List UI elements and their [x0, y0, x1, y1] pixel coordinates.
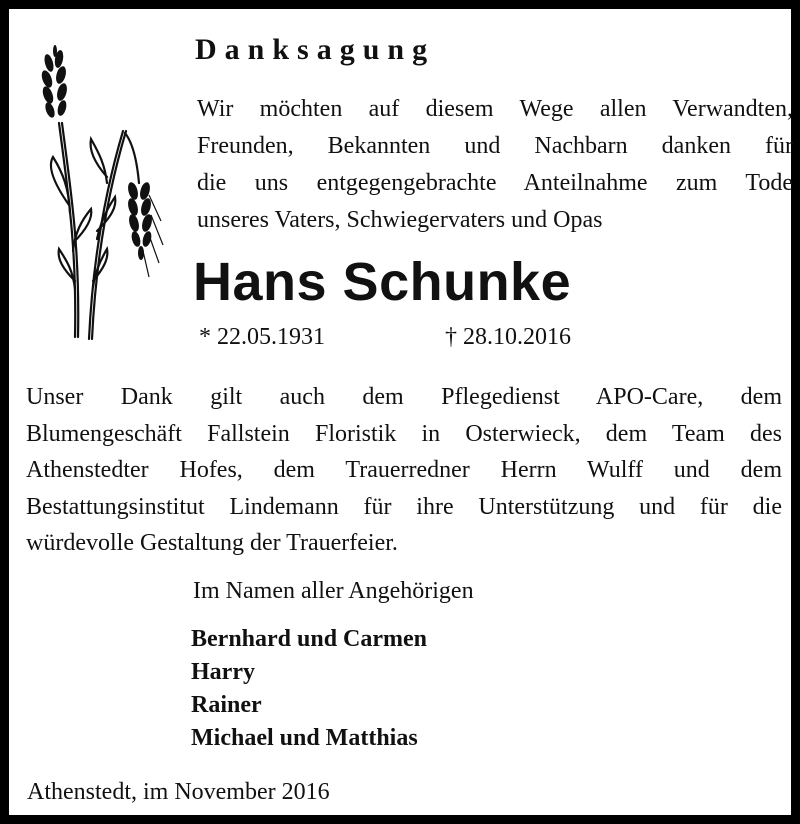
thanks-paragraph — [26, 379, 782, 562]
deceased-name: Hans Schunke — [193, 252, 572, 312]
wheat-stalks-icon — [37, 45, 167, 345]
intro-line: Wir möchten auf diesem Wege allen Verwandten, — [197, 96, 793, 122]
thanks-line: Bestattungsinstitut Lindemann für ihre Unterstützung und für die — [26, 493, 782, 520]
signoff-intro: Im Namen aller Angehörigen — [193, 578, 474, 604]
place-date: Athenstedt, im November 2016 — [27, 779, 330, 805]
signers-list — [191, 623, 427, 755]
thanks-line: würdevolle Gestaltung der Trauerfeier. — [26, 530, 398, 556]
list-item: Harry — [191, 659, 255, 685]
page-title: Danksagung — [195, 33, 436, 66]
list-item: Bernhard und Carmen — [191, 626, 428, 652]
intro-line: unseres Vaters, Schwiegervaters und Opas — [197, 207, 603, 233]
list-item: Rainer — [191, 692, 262, 718]
thanks-line: Unser Dank gilt auch dem Pflegedienst APO-Care, dem — [26, 384, 782, 410]
thanks-line: Athenstedter Hofes, dem Trauerredner Herrn Wulff und dem — [26, 457, 782, 483]
birth-date: * 22.05.1931 — [199, 324, 325, 350]
intro-paragraph — [197, 91, 793, 239]
death-date: † 28.10.2016 — [445, 324, 571, 350]
intro-line: die uns entgegengebrachte Anteilnahme zum Tode — [197, 170, 793, 196]
intro-line: Freunden, Bekannten und Nachbarn danken für — [197, 133, 793, 159]
thanks-line: Blumengeschäft Fallstein Floristik in Osterwieck, dem Team des — [26, 420, 782, 447]
list-item: Michael und Matthias — [191, 725, 418, 751]
